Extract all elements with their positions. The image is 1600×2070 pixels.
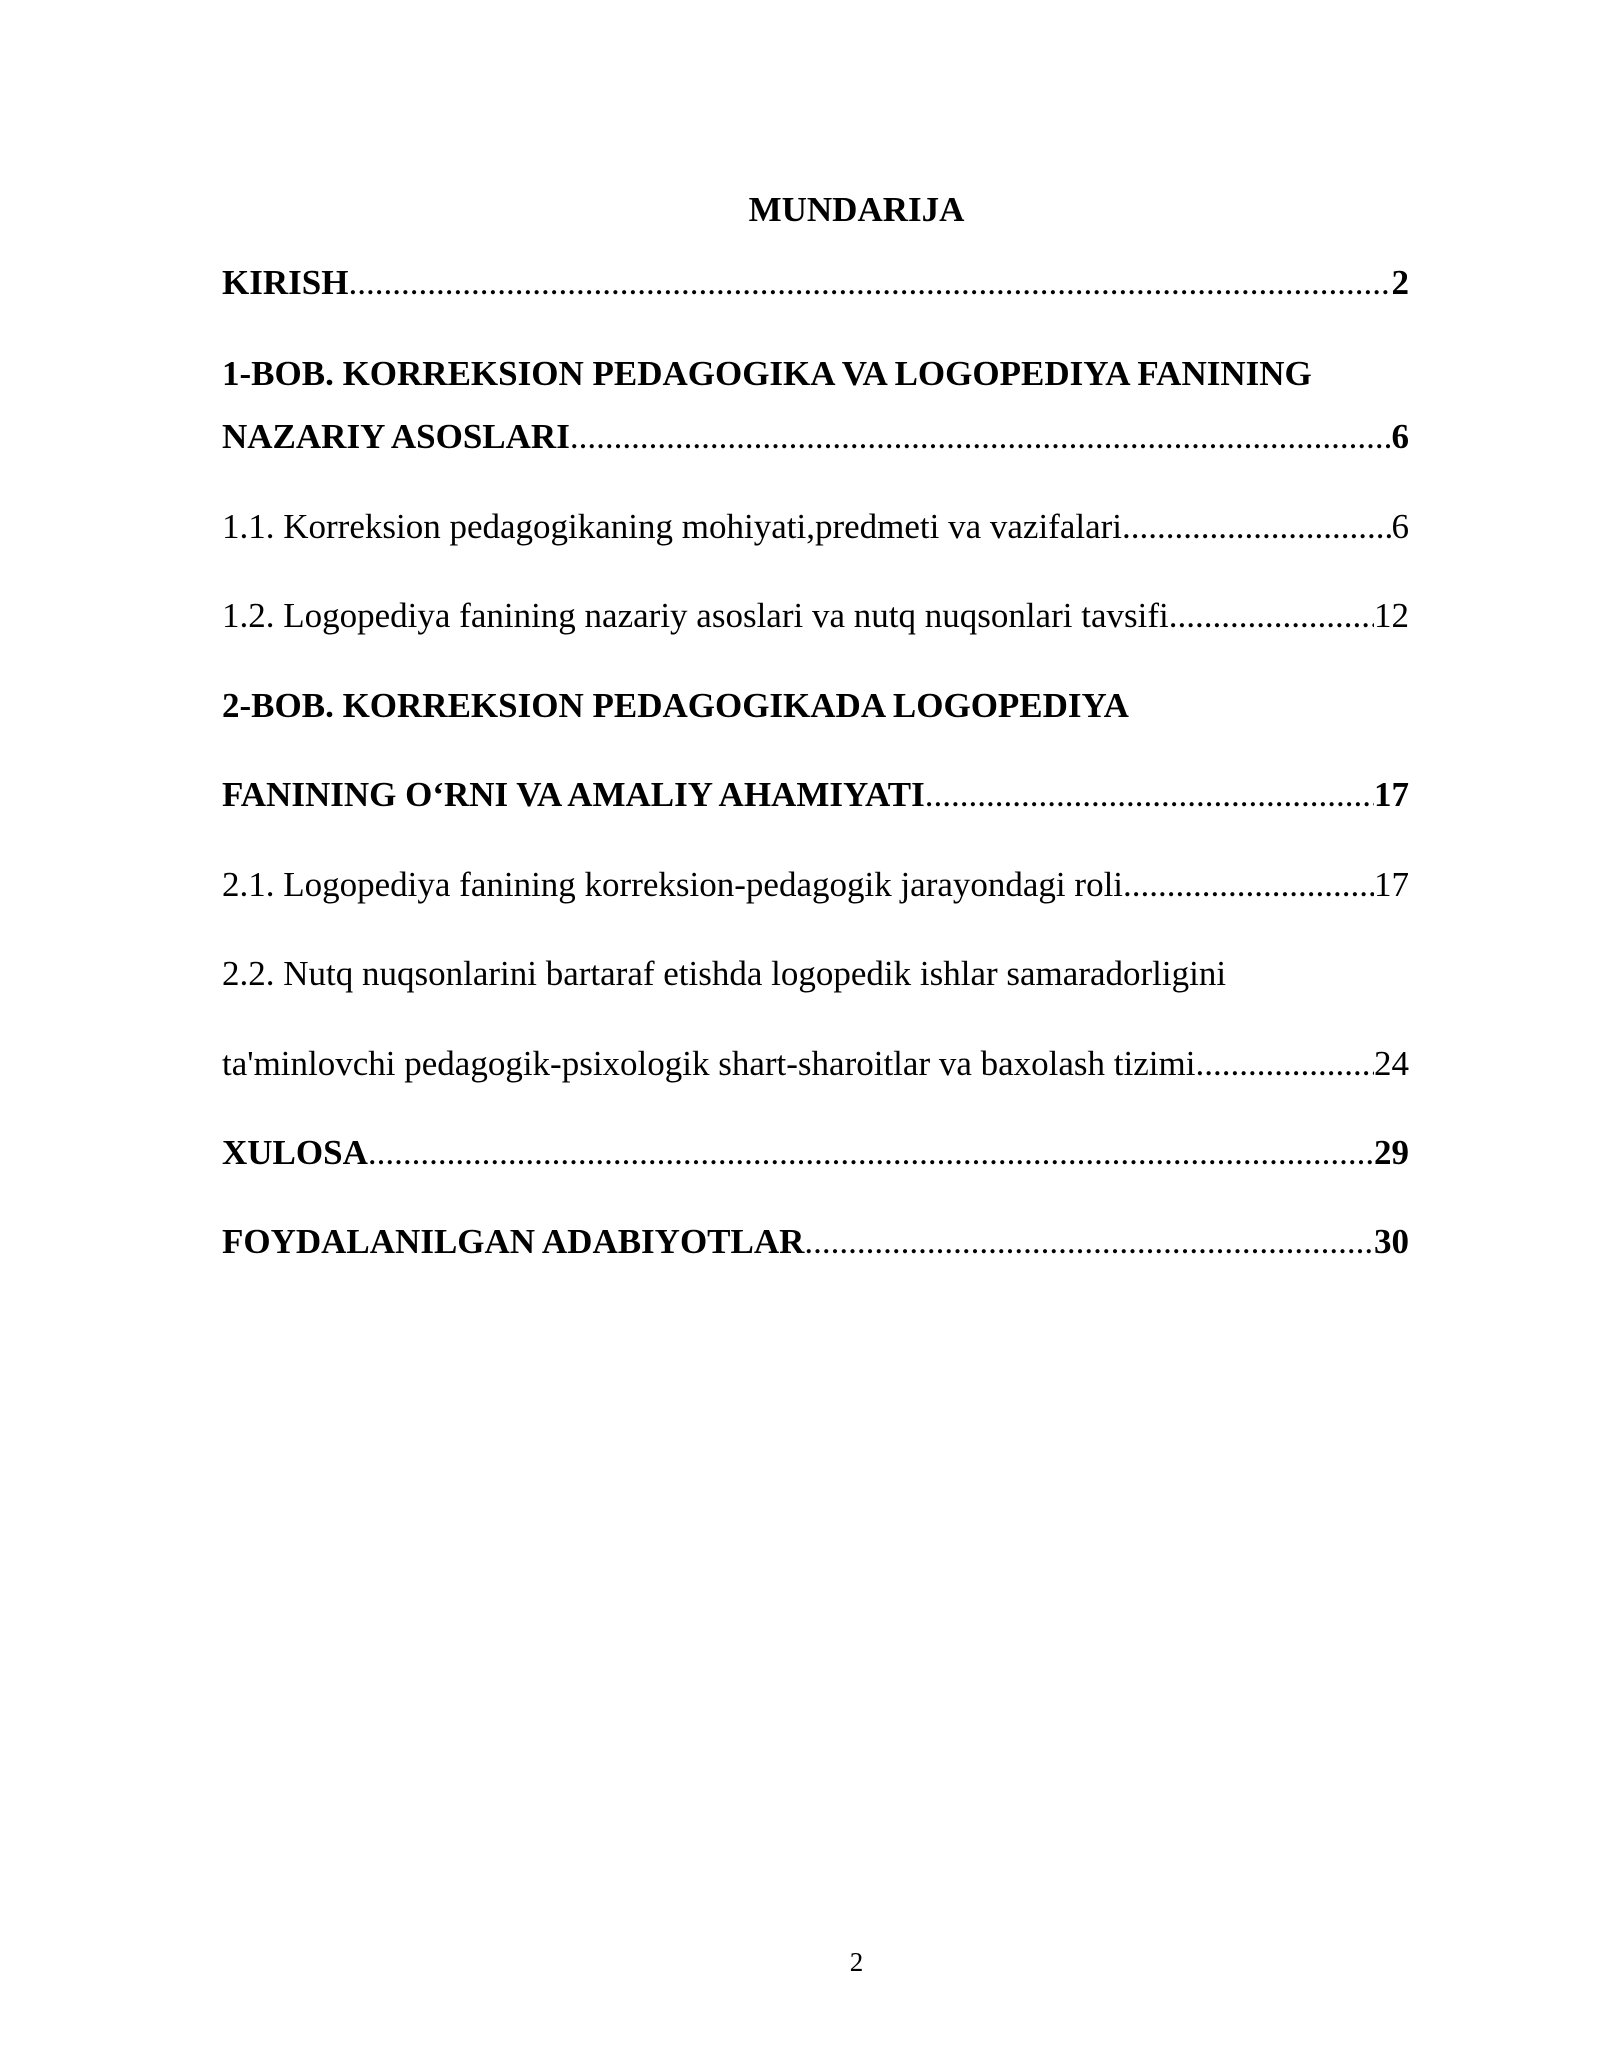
dot-leader — [368, 1128, 1374, 1178]
toc-entry-label: XULOSA — [222, 1133, 368, 1172]
toc-entry-label: 1.2. Logopediya fanining nazariy asoslari va nutq nuqsonlari tavsifi — [222, 596, 1169, 635]
toc-entry-label: 1-BOB. KORREKSION PEDAGOGIKA VA LOGOPEDIYA FANINING — [222, 354, 1312, 393]
toc-entry-page: 2 — [1391, 263, 1409, 302]
toc-entry-label: FANINING O‘RNI VA AMALIY AHAMIYATI — [222, 775, 925, 814]
toc-entry-label: NAZARIY ASOSLARI — [222, 417, 570, 456]
toc-entry-kirish[interactable] — [222, 258, 1409, 308]
toc-entry-chapter-1[interactable] — [222, 412, 1409, 462]
toc-chapter-2-line1 — [222, 681, 1409, 731]
toc-entry-label: 2.2. Nutq nuqsonlarini bartaraf etishda logopedik ishlar samaradorligini — [222, 954, 1227, 993]
toc-entry-page: 6 — [1391, 507, 1409, 546]
toc-entry-2-1[interactable] — [222, 860, 1409, 910]
toc-entry-xulosa[interactable] — [222, 1128, 1409, 1178]
toc-entry-page: 30 — [1374, 1222, 1409, 1261]
dot-leader — [1195, 1039, 1374, 1089]
dot-leader — [1123, 860, 1374, 910]
toc-entry-label: KIRISH — [222, 263, 349, 302]
toc-entry-page: 29 — [1374, 1133, 1409, 1172]
toc-entry-label: 1.1. Korreksion pedagogikaning mohiyati,predmeti va vazifalari — [222, 507, 1123, 546]
toc-entry-1-1[interactable] — [222, 502, 1409, 552]
toc-entry-label: 2.1. Logopediya fanining korreksion-pedagogik jarayondagi roli — [222, 865, 1124, 904]
toc-entry-page: 6 — [1391, 417, 1409, 456]
dot-leader — [1122, 502, 1391, 552]
toc-entry-label: FOYDALANILGAN ADABIYOTLAR — [222, 1222, 805, 1261]
toc-entry-page: 17 — [1374, 865, 1409, 904]
toc-entry-label: 2-BOB. KORREKSION PEDAGOGIKADA LOGOPEDIYA — [222, 686, 1129, 725]
toc-entry-2-2[interactable] — [222, 1039, 1409, 1089]
dot-leader — [804, 1217, 1374, 1267]
toc-entry-1-2[interactable] — [222, 591, 1409, 641]
toc-heading: MUNDARIJA — [748, 190, 965, 229]
page-number: 2 — [849, 1947, 864, 1977]
toc-entry-2-2-line1 — [222, 949, 1409, 999]
dot-leader — [348, 258, 1391, 308]
toc-entry-label: ta'minlovchi pedagogik-psixologik shart-sharoitlar va baxolash tizimi — [222, 1044, 1196, 1083]
toc-entry-page: 12 — [1374, 596, 1409, 635]
toc-entry-chapter-2[interactable] — [222, 770, 1409, 820]
toc-entry-page: 24 — [1374, 1044, 1409, 1083]
dot-leader — [1169, 591, 1374, 641]
toc-entry-page: 17 — [1374, 775, 1409, 814]
dot-leader — [925, 770, 1374, 820]
dot-leader — [570, 412, 1392, 462]
toc-entry-adabiyotlar[interactable] — [222, 1217, 1409, 1267]
toc-chapter-1-line1 — [222, 349, 1409, 399]
